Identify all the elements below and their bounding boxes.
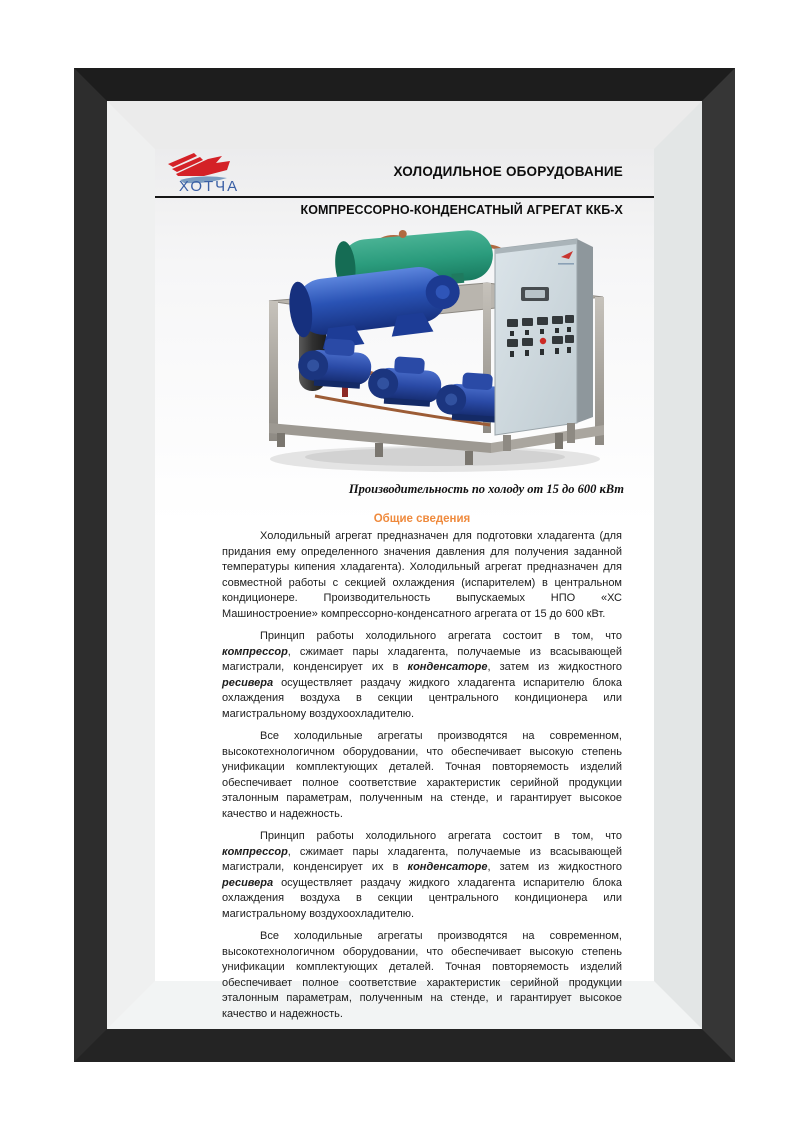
product-image bbox=[255, 211, 615, 477]
picture-frame bbox=[74, 68, 735, 1062]
paragraph-text: , сжимает пары хладагента, получаемые из всасывающей магистрали, конденсирует их в bbox=[222, 845, 622, 873]
term-compressor: компрессор bbox=[222, 645, 288, 658]
paragraph-text: Принцип работы холодильного агрегата состоит в том, что bbox=[260, 830, 622, 842]
term-receiver: ресивера bbox=[222, 876, 274, 889]
page-title: ХОЛОДИЛЬНОЕ ОБОРУДОВАНИЕ bbox=[393, 164, 623, 179]
refrigeration-unit-illustration bbox=[255, 211, 615, 477]
body-paragraph bbox=[222, 729, 622, 822]
section-heading: Общие сведения bbox=[373, 513, 471, 525]
body-paragraph bbox=[222, 829, 622, 922]
body-paragraph bbox=[222, 529, 622, 622]
paragraph-text: Все холодильные агрегаты производятся на современном, высокотехнологичном оборудовании, что обеспечивает высокую степень унификации комплектующих деталей. Точная повторяемость изделий обеспечивает полное соответствие характеристик серийной продукции эталонным параметрам, полученным на стенде, и гарантирует высокое качество и надежность. bbox=[222, 730, 622, 820]
datasheet-page bbox=[155, 149, 654, 1020]
paragraph-text: Холодильный агрегат предназначен для подготовки хладагента (для придания ему определенного значения давления для получения заданной температуры кипения хладагента). Холодильный агрегат предназначен для совместной работы с секцией охлаждения (испарителем) в центральном кондиционере. Производительность выпускаемых НПО «ХС Машиностроение» компрессорно-конденсатного агрегата от 15 до 600 кВт. bbox=[222, 530, 622, 620]
paragraph-text: осуществляет раздачу жидкого хладагента испарителю блока охлаждения воздуха в секции центрального кондиционера или магистральному воздухоохладителю. bbox=[222, 876, 622, 920]
paragraph-text: осуществляет раздачу жидкого хладагента испарителю блока охлаждения воздуха в секции центрального кондиционера или магистральному воздухоохладителю. bbox=[222, 676, 622, 720]
paragraph-text: Принцип работы холодильного агрегата состоит в том, что bbox=[260, 630, 622, 642]
paragraph-text: , затем из жидкостного bbox=[487, 661, 622, 673]
paragraph-text: , сжимает пары хладагента, получаемые из всасывающей магистрали, конденсирует их в bbox=[222, 645, 622, 673]
paragraph-text: Все холодильные агрегаты производятся на современном, высокотехнологичном оборудовании, что обеспечивает высокую степень унификации комплектующих деталей. Точная повторяемость изделий обеспечивает полное соответствие характеристик серийной продукции эталонным параметрам, полученным на стенде, и гарантирует высокое качество и надежность. bbox=[222, 930, 622, 1020]
header-divider bbox=[155, 196, 654, 198]
term-compressor: компрессор bbox=[222, 845, 288, 858]
body-paragraph bbox=[222, 929, 622, 1022]
logo-text: ХОТЧА bbox=[178, 178, 240, 195]
term-condenser: конденсаторе bbox=[407, 861, 488, 873]
page-subtitle: КОМПРЕССОРНО-КОНДЕНСАТНЫЙ АГРЕГАТ ККБ-Х bbox=[300, 203, 623, 217]
paragraph-text: , затем из жидкостного bbox=[487, 861, 622, 873]
body-paragraph bbox=[222, 629, 622, 722]
term-receiver: ресивера bbox=[222, 676, 274, 689]
company-logo bbox=[164, 150, 240, 198]
frame-mat bbox=[107, 101, 702, 1029]
figure-caption: Производительность по холоду от 15 до 600 кВт bbox=[348, 482, 624, 496]
body-text bbox=[222, 529, 622, 1029]
term-condenser: конденсаторе bbox=[407, 661, 488, 673]
